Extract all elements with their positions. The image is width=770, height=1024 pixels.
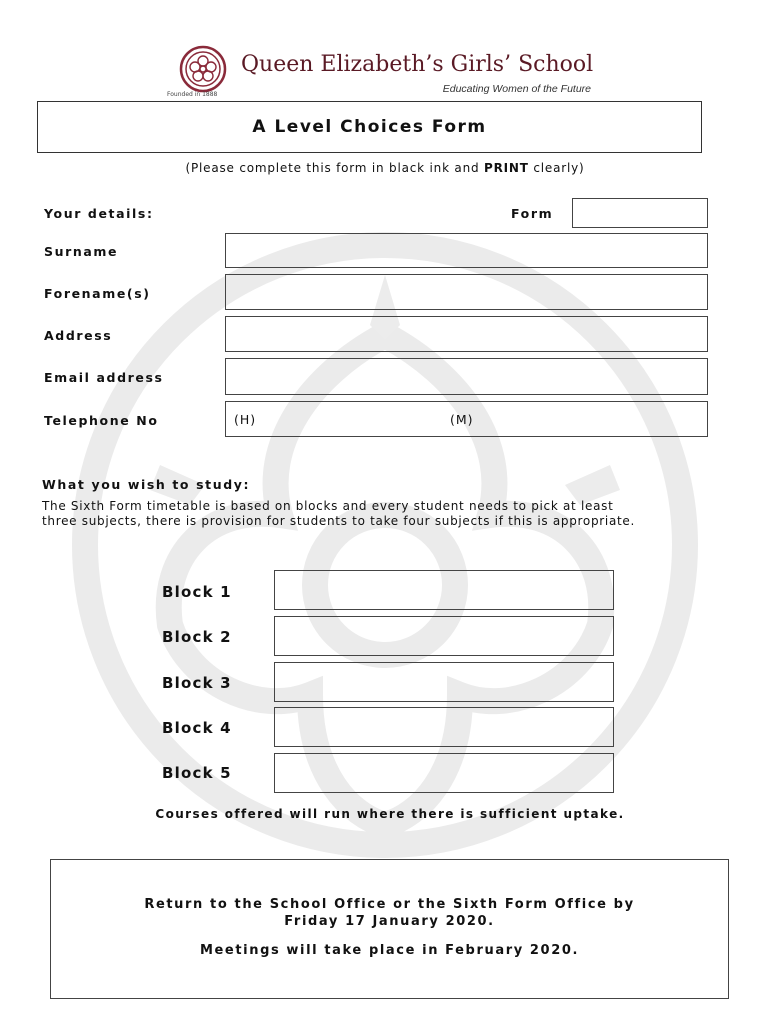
- block-5-input[interactable]: [274, 753, 614, 793]
- telephone-mobile-label: (M): [450, 412, 474, 427]
- block-1-input[interactable]: [274, 570, 614, 610]
- address-input[interactable]: [225, 316, 708, 352]
- form-input[interactable]: [572, 198, 708, 228]
- address-label: Address: [44, 328, 113, 343]
- school-crest-icon: [175, 44, 231, 94]
- forenames-input[interactable]: [225, 274, 708, 310]
- uptake-note: Courses offered will run where there is sufficient uptake.: [155, 807, 625, 821]
- study-description: [42, 499, 732, 529]
- forenames-label: Forename(s): [44, 286, 151, 301]
- surname-input[interactable]: [225, 233, 708, 268]
- block-2-input[interactable]: [274, 616, 614, 656]
- block-5-label: Block 5: [162, 764, 232, 782]
- return-instructions-box: [50, 859, 729, 999]
- study-description-line: three subjects, there is provision for students to take four subjects if this is appropriate.: [42, 514, 636, 528]
- block-3-label: Block 3: [162, 674, 232, 692]
- study-description-line: The Sixth Form timetable is based on blocks and every student needs to pick at least: [42, 499, 614, 513]
- return-line-3: Meetings will take place in February 2020.: [199, 943, 580, 958]
- block-3-input[interactable]: [274, 662, 614, 702]
- your-details-heading: Your details:: [44, 206, 154, 221]
- instruction-text: [0, 161, 770, 175]
- email-input[interactable]: [225, 358, 708, 395]
- study-heading: What you wish to study:: [42, 477, 251, 492]
- surname-label: Surname: [44, 244, 119, 259]
- block-2-label: Block 2: [162, 628, 232, 646]
- school-tagline: Educating Women of the Future: [442, 83, 591, 95]
- title-box: [37, 101, 702, 153]
- telephone-label: Telephone No: [44, 413, 159, 428]
- form-label: Form: [511, 206, 554, 221]
- founded-text: Founded in 1888: [167, 91, 218, 98]
- school-name: Queen Elizabeth’s Girls’ School: [241, 52, 594, 77]
- telephone-input[interactable]: [225, 401, 708, 437]
- form-title: A Level Choices Form: [252, 117, 487, 137]
- instruction-bold: PRINT: [484, 161, 529, 175]
- return-line-2: Friday 17 January 2020.: [284, 914, 495, 929]
- telephone-home-label: (H): [234, 412, 257, 427]
- instruction-post: clearly): [528, 161, 585, 175]
- instruction-pre: (Please complete this form in black ink and: [185, 161, 485, 175]
- return-line-1: Return to the School Office or the Sixth Form Office by: [144, 897, 635, 912]
- block-4-label: Block 4: [162, 719, 232, 737]
- email-label: Email address: [44, 370, 164, 385]
- school-header: [167, 42, 605, 102]
- block-4-input[interactable]: [274, 707, 614, 747]
- block-1-label: Block 1: [162, 583, 232, 601]
